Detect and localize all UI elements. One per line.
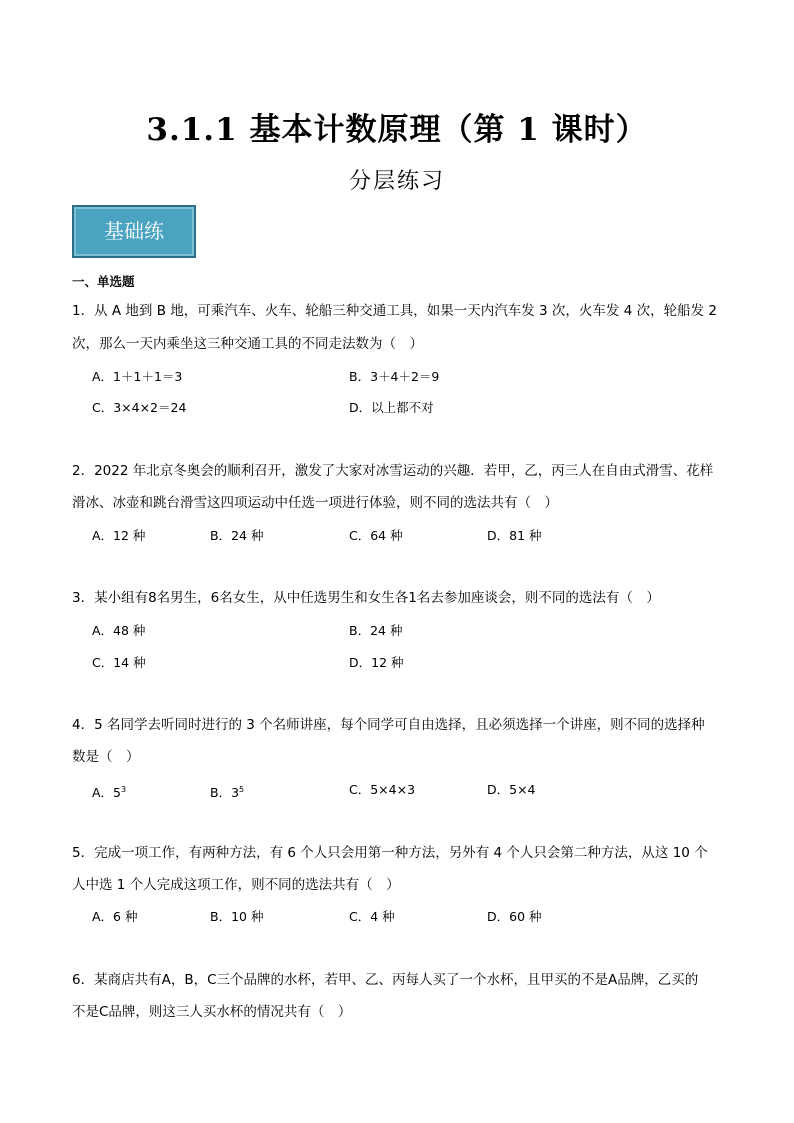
question-4-option-d: D．5×4	[487, 782, 536, 797]
question-6-line-1: 6．某商店共有A，B，C三个品牌的水杯，若甲、乙、丙每人买了一个水杯，且甲买的不是A品牌，乙买的	[72, 972, 699, 988]
question-2-option-c: C．64 种	[349, 528, 403, 543]
question-1-option-a: A．1＋1＋1＝3	[92, 369, 183, 384]
question-1-option-c: C．3×4×2＝24	[92, 400, 187, 415]
question-4-line-1: 4．5 名同学去听同时进行的 3 个名师讲座，每个同学可自由选择，且必须选择一个讲座，则不同的选择种	[72, 717, 705, 733]
page-title: 3.1.1 基本计数原理（第 1 课时）	[146, 112, 648, 148]
question-3-line-1: 3．某小组有8名男生，6名女生，从中任选男生和女生各1名去参加座谈会，则不同的选法有（ ）	[72, 590, 660, 606]
question-1-option-d: D．以上都不对	[349, 400, 434, 415]
question-3-option-c: C．14 种	[92, 655, 146, 670]
question-3-option-d: D．12 种	[349, 655, 404, 670]
question-3-option-b: B．24 种	[349, 623, 403, 638]
question-4-option-a: A．$5^3$	[92, 785, 127, 800]
question-6-line-2: 不是C品牌，则这三人买水杯的情况共有（ ）	[72, 1004, 352, 1020]
question-2-option-d: D．81 种	[487, 528, 542, 543]
question-4-option-b: B．$3^5$	[210, 785, 245, 800]
question-4-option-c: C．5×4×3	[349, 782, 416, 797]
question-1-line-2: 次，那么一天内乘坐这三种交通工具的不同走法数为（ ）	[72, 336, 423, 352]
question-5-option-a: A．6 种	[92, 909, 138, 924]
section-title: 一、单选题	[72, 274, 135, 289]
question-5-option-c: C．4 种	[349, 909, 395, 924]
question-2-option-a: A．12 种	[92, 528, 146, 543]
question-4-line-2: 数是（ ）	[72, 749, 140, 765]
level-badge: 基础练	[72, 205, 196, 258]
question-5-option-d: D．60 种	[487, 909, 542, 924]
question-3-option-a: A．48 种	[92, 623, 146, 638]
question-2-line-2: 滑冰、冰壶和跳台滑雪这四项运动中任选一项进行体验，则不同的选法共有（ ）	[72, 495, 558, 511]
page-subtitle: 分层练习	[348, 169, 445, 194]
question-1-option-b: B．3＋4＋2＝9	[349, 369, 440, 384]
question-5-line-2: 人中选 1 个人完成这项工作，则不同的选法共有（ ）	[72, 877, 400, 893]
question-5-option-b: B．10 种	[210, 909, 264, 924]
question-2-option-b: B．24 种	[210, 528, 264, 543]
question-5-line-1: 5．完成一项工作，有两种方法，有 6 个人只会用第一种方法，另外有 4 个人只会第二种方法，从这 10 个	[72, 845, 708, 861]
question-1-line-1: 1．从 A 地到 B 地，可乘汽车、火车、轮船三种交通工具，如果一天内汽车发 3 次，火车发 4 次，轮船发 2	[72, 303, 717, 319]
question-2-line-1: 2．2022 年北京冬奥会的顺利召开，激发了大家对冰雪运动的兴趣．若甲，乙，丙三人在自由式滑雪、花样	[72, 463, 714, 479]
